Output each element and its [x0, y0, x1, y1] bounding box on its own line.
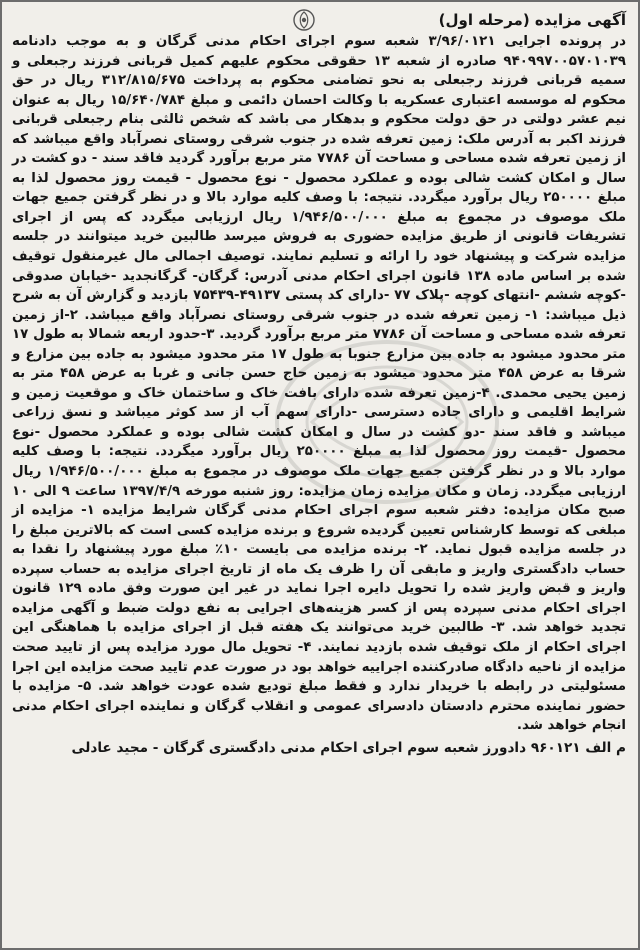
notice-title: آگهی مزایده (مرحله اول) — [438, 11, 626, 29]
footer-signature: دادورز شعبه سوم اجرای احکام مدنی دادگستری گرگان - مجید عادلی — [71, 739, 527, 756]
notice-footer — [12, 738, 626, 758]
notice-body: در پرونده اجرایی ۳/۹۶/۰۱۲۱ شعبه سوم اجرای احکام مدنی گرگان و به موجب دادنامه ۹۴۰۹۹۷۰۰۵۷۰۱۰۳۹ صادره از شعبه ۱۳ حقوقی محکوم علیهم کمیل قربانی فرزند رجبعلی و سمیه قربانی فرزند رجبعلی به نحو تضامنی محکوم به پرداخت ۳۱۲/۸۱۵/۶۷۵ ریال در حق محکوم له موسسه اعتباری عسکریه با وکالت احسان دائمی و مبلغ ۱۵/۶۴۰/۷۸۴ ریال به عنوان نیم عشر دولتی در حق دولت محکوم و بدهکار می باشد که شخص ثالثی بنام رجبعلی قربانی فرزند اکبر به آدرس ملک: زمین تعرفه شده در جنوب شرقی روستای نصرآباد واقع میباشد که از زمین تعرفه شده مساحی و مساحت آن ۷۷۸۶ متر مربع برآورد گردید فاقد سند - دو کشت در سال و امکان کشت شالی بوده و عملکرد محصول - نوع محصول - قیمت روز محصول لذا به مبلغ ۲۵۰۰۰۰ ریال برآورد میگردد. نتیجه: با وصف کلیه موارد بالا و در نظر گرفتن جمیع جهات ملک موصوف در مجموع به مبلغ ۱/۹۴۶/۵۰۰/۰۰۰ ریال ارزیابی میگردد که پس از اجرای تشریفات قانونی از طریق مزایده حضوری به فروش میرسد طالبین خرید میتوانند در جلسه مزایده شرکت و پیشنهاد خود را ارائه و تسلیم نمایند. توصیف اجمالی مال غیرمنقول توقیف شده بر اساس ماده ۱۳۸ قانون اجرای احکام مدنی آدرس: گرگان- گرگانجدید -خیابان صدوقی -کوچه ششم -انتهای کوچه -پلاک ۷۷ -دارای کد پستی ۴۹۱۳۷-۷۵۴۳۹ بازدید و گزارش آن به شرح ذیل میباشد: ۱- زمین تعرفه شده در جنوب شرقی روستای نصرآباد واقع میباشد. ۲-از زمین تعرفه شده مساحی و مساحت آن ۷۷۸۶ متر مربع برآورد گردید. ۳-حدود اربعه شمالا به طول ۱۷ متر محدود میشود به جاده بین مزارع جنوبا به طول ۱۷ متر محدود میشود به جاده بین مزارع و شرقا به عرض ۴۵۸ متر محدود میشود به زمین حاج حسن جانی و غربا به عرض ۴۵۸ متر به زمین یحیی محمدی. ۴-زمین تعرفه شده دارای بافت خاک و ساختمان خاک و موقعیت زمین و شرایط اقلیمی و دارای جاده دسترسی -دارای سهم آب از سد کوثر میباشد و نسق زراعی میباشد و فاقد سند -دو کشت در سال و امکان کشت شالی بوده و عملکرد محصول -نوع محصول -قیمت روز محصول لذا به مبلغ ۲۵۰۰۰۰ ریال برآورد میگردد. نتیجه: با وصف کلیه موارد بالا و در نظر گرفتن جمیع جهات ملک موصوف در مجموع به مبلغ ۱/۹۴۶/۵۰۰/۰۰۰ ریال ارزیابی میگردد. زمان و مکان مزایده زمان مزایده: روز شنبه مورخه ۱۳۹۷/۴/۹ ساعت ۹ الی ۱۰ صبح مکان مزایده: دفتر شعبه سوم اجرای احکام مدنی گرگان شرایط مزایده ۱- مزایده از مبلغی که توسط کارشناس تعیین گردیده شروع و برنده مزایده کسی است که بالاترین مبلغ را در جلسه مزایده قبول نماید. ۲- برنده مزایده می بایست ۱۰٪ مبلغ مورد پیشنهاد را نقدا به حساب دادگستری واریز و مابقی آن را ظرف یک ماه از تاریخ اجرای مزایده به حساب سپرده واریز و قبض واریز شده را تحویل دایره اجرا نماید در غیر این صورت وفق ماده ۱۲۹ قانون اجرای احکام مدنی سپرده پس از کسر هزینه‌های اجرایی به نفع دولت ضبط و آگهی مزایده تجدید خواهد شد. ۳- طالبین خرید می‌توانند یک هفته قبل از اجرای مزایده با هماهنگی این اجرای احکام از ملک توقیف شده بازدید نمایند. ۴- تحویل مال مورد مزایده پس از تایید صحت مزایده از ناحیه دادگاه صادرکننده اجراییه خواهد بود در صورت عدم تایید صحت مزایده این اجرا مسئولیتی در رابطه با خریدار ندارد و فقط مبلغ تودیع شده عودت خواهد شد. ۵- مزایده با حضور نماینده محترم دادستان دادسرای عمومی و انقلاب گرگان و نماینده اجرای احکام مدنی انجام خواهد شد. — [12, 34, 627, 734]
auction-notice — [2, 2, 638, 764]
ornamental-emblem-icon — [292, 8, 316, 32]
footer-reference: م الف ۹۶۰۱۲۱ — [530, 739, 626, 756]
